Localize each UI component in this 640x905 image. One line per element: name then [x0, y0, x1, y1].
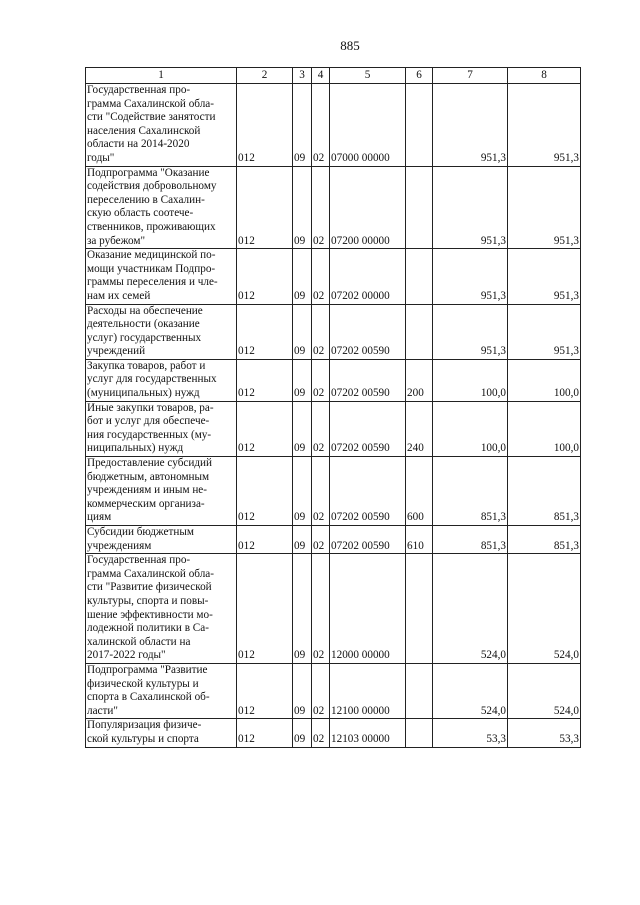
- item-name-cell: Расходы на обеспечение деятельности (оказание услуг) государственных учреждений: [86, 304, 237, 359]
- table-row: [86, 457, 581, 526]
- section-cell: 09: [293, 401, 312, 456]
- subsection-cell: 02: [312, 359, 330, 401]
- section-cell: 09: [293, 457, 312, 526]
- item-name-cell: Иные закупки товаров, ра- бот и услуг для обеспече- ния государственных (му- ниципальных) нужд: [86, 401, 237, 456]
- header-cell: 6: [406, 68, 433, 84]
- table-row: [86, 554, 581, 664]
- expense-type-cell: [406, 84, 433, 167]
- section-cell: 09: [293, 359, 312, 401]
- ministry-code-cell: 012: [237, 304, 293, 359]
- amount-total-cell: 951,3: [508, 84, 581, 167]
- target-article-cell: 07202 00590: [330, 359, 406, 401]
- amount-cell: 851,3: [433, 526, 508, 554]
- section-cell: 09: [293, 719, 312, 747]
- header-cell: 5: [330, 68, 406, 84]
- header-cell: 3: [293, 68, 312, 84]
- amount-cell: 951,3: [433, 166, 508, 249]
- item-name-cell: Государственная про- грамма Сахалинской обла- сти "Развитие физической культуры, спорта и повы- шение эффективности мо- лодежной политики в Са- халинской области на 2017-2022 годы": [86, 554, 237, 664]
- amount-total-cell: 951,3: [508, 304, 581, 359]
- amount-cell: 524,0: [433, 663, 508, 718]
- table-row: [86, 663, 581, 718]
- section-cell: 09: [293, 84, 312, 167]
- table-row: [86, 401, 581, 456]
- page-number: 885: [340, 38, 360, 53]
- amount-total-cell: 851,3: [508, 526, 581, 554]
- amount-cell: 53,3: [433, 719, 508, 747]
- item-name-cell: Закупка товаров, работ и услуг для государственных (муниципальных) нужд: [86, 359, 237, 401]
- amount-cell: 100,0: [433, 359, 508, 401]
- expense-type-cell: 600: [406, 457, 433, 526]
- subsection-cell: 02: [312, 457, 330, 526]
- section-cell: 09: [293, 663, 312, 718]
- header-cell: 8: [508, 68, 581, 84]
- table-row: [86, 719, 581, 747]
- amount-cell: 951,3: [433, 249, 508, 304]
- item-name-cell: Оказание медицинской по- мощи участникам Подпро- граммы переселения и чле- нам их семей: [86, 249, 237, 304]
- ministry-code-cell: 012: [237, 663, 293, 718]
- item-name-cell: Подпрограмма "Развитие физической культуры и спорта в Сахалинской об- ласти": [86, 663, 237, 718]
- ministry-code-cell: 012: [237, 84, 293, 167]
- ministry-code-cell: 012: [237, 719, 293, 747]
- expense-type-cell: [406, 719, 433, 747]
- subsection-cell: 02: [312, 526, 330, 554]
- table-row: [86, 84, 581, 167]
- subsection-cell: 02: [312, 401, 330, 456]
- table-row: [86, 249, 581, 304]
- amount-total-cell: 851,3: [508, 457, 581, 526]
- subsection-cell: 02: [312, 84, 330, 167]
- header-cell: 1: [86, 68, 237, 84]
- ministry-code-cell: 012: [237, 401, 293, 456]
- amount-cell: 100,0: [433, 401, 508, 456]
- amount-cell: 951,3: [433, 304, 508, 359]
- header-cell: 7: [433, 68, 508, 84]
- section-cell: 09: [293, 526, 312, 554]
- expense-type-cell: [406, 554, 433, 664]
- section-cell: 09: [293, 304, 312, 359]
- table-row: [86, 166, 581, 249]
- section-cell: 09: [293, 166, 312, 249]
- target-article-cell: 07202 00590: [330, 401, 406, 456]
- target-article-cell: 07202 00590: [330, 304, 406, 359]
- amount-total-cell: 100,0: [508, 401, 581, 456]
- target-article-cell: 07202 00590: [330, 457, 406, 526]
- ministry-code-cell: 012: [237, 457, 293, 526]
- header-cell: 2: [237, 68, 293, 84]
- subsection-cell: 02: [312, 166, 330, 249]
- amount-total-cell: 524,0: [508, 663, 581, 718]
- expense-type-cell: 610: [406, 526, 433, 554]
- amount-cell: 951,3: [433, 84, 508, 167]
- amount-total-cell: 951,3: [508, 249, 581, 304]
- amount-total-cell: 100,0: [508, 359, 581, 401]
- target-article-cell: 07202 00590: [330, 526, 406, 554]
- ministry-code-cell: 012: [237, 526, 293, 554]
- expense-type-cell: 240: [406, 401, 433, 456]
- expense-type-cell: [406, 304, 433, 359]
- target-article-cell: 12100 00000: [330, 663, 406, 718]
- amount-cell: 524,0: [433, 554, 508, 664]
- ministry-code-cell: 012: [237, 166, 293, 249]
- ministry-code-cell: 012: [237, 249, 293, 304]
- subsection-cell: 02: [312, 304, 330, 359]
- table-row: [86, 526, 581, 554]
- amount-total-cell: 53,3: [508, 719, 581, 747]
- ministry-code-cell: 012: [237, 359, 293, 401]
- expense-type-cell: [406, 249, 433, 304]
- table-row: [86, 359, 581, 401]
- header-row: [86, 68, 581, 84]
- subsection-cell: 02: [312, 249, 330, 304]
- section-cell: 09: [293, 554, 312, 664]
- subsection-cell: 02: [312, 554, 330, 664]
- header-cell: 4: [312, 68, 330, 84]
- table-body: [86, 84, 581, 748]
- item-name-cell: Предоставление субсидий бюджетным, автономным учреждениям и иным не- коммерческим организа- циям: [86, 457, 237, 526]
- subsection-cell: 02: [312, 719, 330, 747]
- expense-type-cell: [406, 663, 433, 718]
- budget-table: [85, 67, 581, 748]
- target-article-cell: 07202 00000: [330, 249, 406, 304]
- amount-cell: 851,3: [433, 457, 508, 526]
- expense-type-cell: [406, 166, 433, 249]
- target-article-cell: 12103 00000: [330, 719, 406, 747]
- subsection-cell: 02: [312, 663, 330, 718]
- item-name-cell: Популяризация физиче- ской культуры и спорта: [86, 719, 237, 747]
- amount-total-cell: 524,0: [508, 554, 581, 664]
- expense-type-cell: 200: [406, 359, 433, 401]
- item-name-cell: Государственная про- грамма Сахалинской обла- сти "Содействие занятости населения Сахалинской области на 2014-2020 годы": [86, 84, 237, 167]
- table-row: [86, 304, 581, 359]
- ministry-code-cell: 012: [237, 554, 293, 664]
- item-name-cell: Субсидии бюджетным учреждениям: [86, 526, 237, 554]
- item-name-cell: Подпрограмма "Оказание содействия добровольному переселению в Сахалин- скую область соотече- ственников, проживающих за рубежом": [86, 166, 237, 249]
- section-cell: 09: [293, 249, 312, 304]
- target-article-cell: 07000 00000: [330, 84, 406, 167]
- amount-total-cell: 951,3: [508, 166, 581, 249]
- target-article-cell: 07200 00000: [330, 166, 406, 249]
- target-article-cell: 12000 00000: [330, 554, 406, 664]
